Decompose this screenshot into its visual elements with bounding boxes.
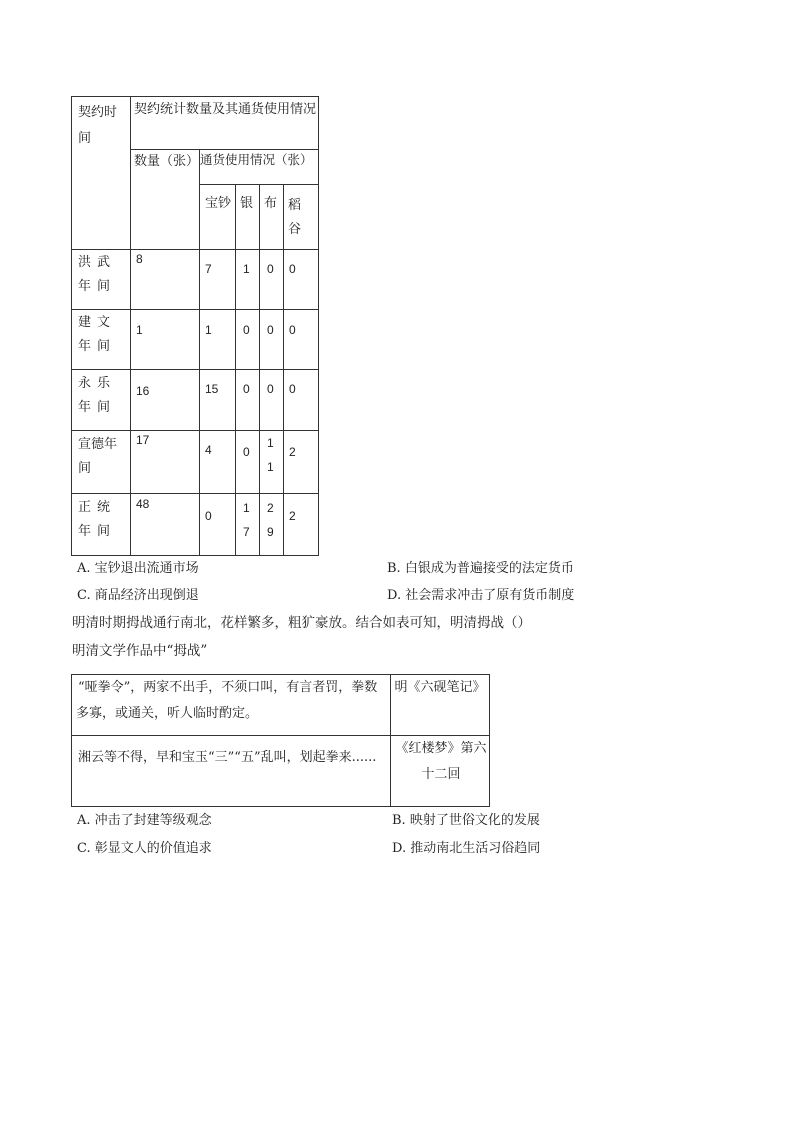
cell-bu: 0 <box>267 262 274 276</box>
cell-count: 8 <box>136 252 143 266</box>
header-main: 契约统计数量及其通货使用情况 <box>133 102 316 117</box>
cell-yin: 17 <box>243 501 250 539</box>
header-currency: 通货使用情况（张） <box>200 152 313 167</box>
cell-daogu: 2 <box>289 445 296 459</box>
q1-option-b[interactable]: B. 白银成为普遍接受的法定货币 <box>387 561 574 576</box>
cell-bu: 11 <box>267 436 274 474</box>
q2-option-c[interactable]: C. 彰显文人的价值追求 <box>77 841 212 856</box>
q2-stem: 明清时期拇战通行南北，花样繁多，粗犷豪放。结合如表可知，明清拇战（） <box>72 615 531 631</box>
cell-bu: 0 <box>267 323 274 337</box>
cell-count: 48 <box>136 497 150 511</box>
col-daogu: 稻谷 <box>288 198 302 237</box>
quote-cell: 湘云等不得，早和宝玉“三”“五”乱叫，划起拳来...... <box>78 750 377 765</box>
q1-option-c[interactable]: C. 商品经济出现倒退 <box>77 588 199 603</box>
cell-yin: 0 <box>243 445 250 459</box>
cell-bu: 0 <box>267 382 274 396</box>
q2-table-title: 明清文学作品中“拇战” <box>72 643 208 659</box>
cell-daogu: 0 <box>289 382 296 396</box>
q2-option-b[interactable]: B. 映射了世俗文化的发展 <box>392 813 540 828</box>
q1-option-d[interactable]: D. 社会需求冲击了原有货币制度 <box>387 588 575 603</box>
cell-daogu: 0 <box>289 262 296 276</box>
header-count: 数量（张） <box>134 154 200 169</box>
col-baochao: 宝钞 <box>205 196 232 211</box>
cell-daogu: 0 <box>289 323 296 337</box>
period-zhengtong: 正统年间 <box>78 500 117 539</box>
cell-yin: 1 <box>243 262 250 276</box>
source-cell: 明《六砚笔记》 <box>394 680 486 695</box>
cell-baochao: 15 <box>205 382 219 396</box>
cell-baochao: 0 <box>205 509 212 523</box>
period-yongle: 永乐年间 <box>78 376 117 415</box>
cell-yin: 0 <box>243 382 250 396</box>
cell-count: 16 <box>136 384 150 398</box>
cell-yin: 0 <box>243 323 250 337</box>
source-cell: 《红楼梦》第六十二回 <box>395 741 487 782</box>
period-jianwen: 建文年间 <box>78 315 117 354</box>
period-hongwu: 洪武年间 <box>78 255 117 294</box>
cell-baochao: 4 <box>205 443 212 457</box>
cell-daogu: 2 <box>289 509 296 523</box>
cell-bu: 29 <box>267 501 274 539</box>
cell-baochao: 1 <box>205 323 212 337</box>
q1-option-a[interactable]: A. 宝钞退出流通市场 <box>77 561 199 576</box>
cell-count: 17 <box>136 433 150 447</box>
cell-count: 1 <box>136 323 143 337</box>
q2-option-d[interactable]: D. 推动南北生活习俗趋同 <box>392 841 541 856</box>
header-contract-time: 契约时间 <box>78 105 118 146</box>
col-yin: 银 <box>240 196 254 211</box>
period-xuande: 宣德年间 <box>78 437 118 476</box>
col-bu: 布 <box>264 196 278 211</box>
cell-baochao: 7 <box>205 262 212 276</box>
q2-option-a[interactable]: A. 冲击了封建等级观念 <box>77 813 212 828</box>
quote-cell: “哑拳令”，两家不出手，不须口叫，有言者罚，拳数多寡，或通关，听人临时酌定。 <box>76 680 378 721</box>
